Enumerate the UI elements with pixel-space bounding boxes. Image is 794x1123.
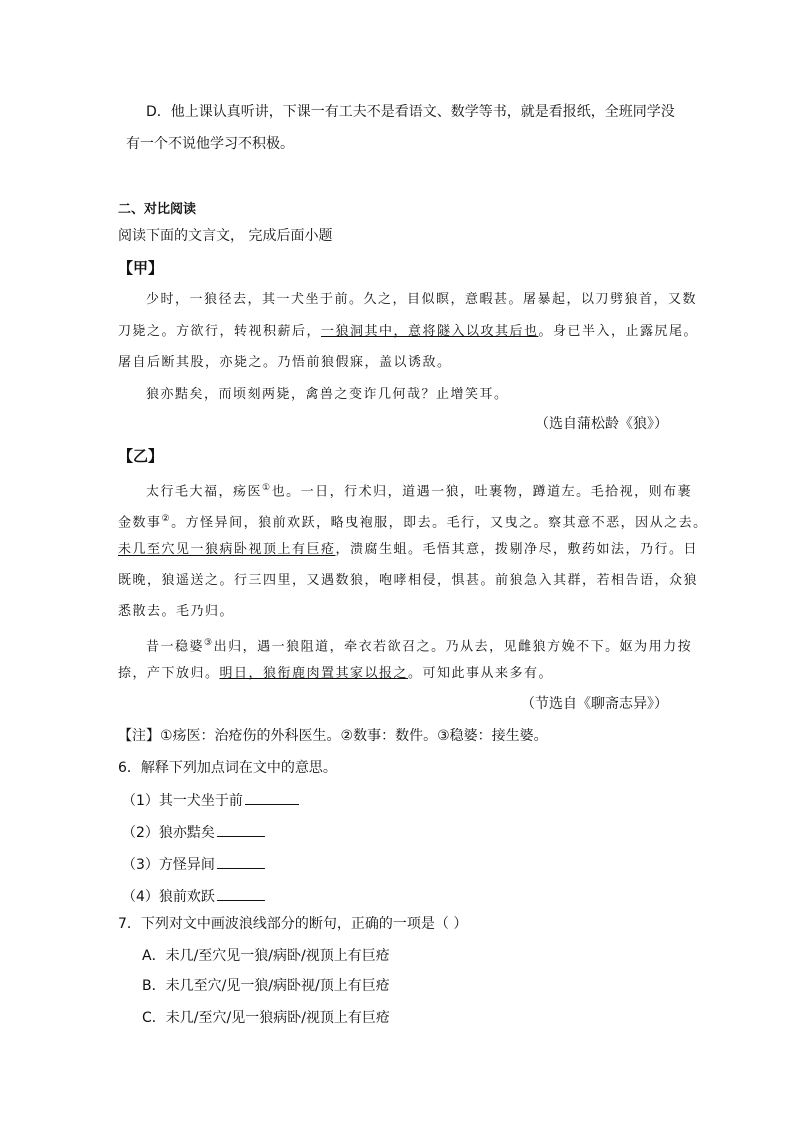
q7-option-c[interactable]: C．未几/至穴/见一狼病卧/视顶上有巨疮 (142, 1010, 390, 1026)
jia-underlined-sentence: 一狼洞其中，意将隧入以攻其后也 (321, 324, 539, 339)
jia-p1-line3: 屠自后断其股，亦毙之。乃悟前狼假寐，盖以诱敌。 (118, 355, 452, 370)
yi-p2-line1-a: 昔一稳婆 (146, 639, 205, 655)
option-d-line1: D．他上课认真听讲，下课一有工夫不是看语文、数学等书，就是看报纸，全班同学没 (146, 104, 675, 120)
section-heading: 二、对比阅读 (118, 202, 197, 217)
yi-p1-line1-b: 也。一日，行术归，道遇一狼，吐裹物，蹲道左。毛拾视，则布裹 (271, 484, 693, 500)
yi-p2-line2 (118, 664, 553, 684)
section-instruction: 阅读下面的文言文， 完成后面小题 (118, 228, 333, 244)
yi-wavy-sentence: 未几至穴见一狼病卧视顶上有巨疮 (118, 542, 336, 557)
jia-p1-line1: 少时，一狼径去，其一犬坐于前。久之，目似瞑，意暇甚。屠暴起，以刀劈狼首，又数 (146, 292, 698, 307)
yi-p2-line1-b: 出归，遇一狼阻道，牵衣若欲召之。乃从去，见雌狼方娩不下。妪为用力按 (213, 639, 693, 655)
answer-blank[interactable] (245, 790, 299, 805)
yi-p1-line1 (146, 478, 692, 502)
yi-p1-line3 (118, 540, 698, 560)
yi-p2-line1 (146, 633, 692, 657)
q6-item-3: （3）方怪异间 (122, 854, 265, 875)
yi-p1-line4: 既晚，狼遥送之。行三四里，又遇数狼，咆哮相侵，惧甚。前狼急入其群，若相告语，众狼 (118, 573, 699, 588)
yi-p2-line2-b: 。可知此事从来多有。 (408, 666, 554, 681)
option-d-line2: 有一个不说他学习不积极。 (126, 136, 294, 152)
question-6-stem: 6．解释下列加点词在文中的意思。 (118, 760, 337, 776)
yi-p2-line2-a: 捺，产下放归。 (118, 666, 220, 681)
q7-option-b[interactable]: B．未几至穴/见一狼/病卧视/顶上有巨疮 (142, 978, 390, 994)
q6-item-1: （1）其一犬坐于前 (122, 790, 299, 811)
question-7-stem: 7．下列对文中画波浪线部分的断句，正确的一项是（ ） (118, 916, 468, 932)
yi-underlined-sentence: 明日，狼衔鹿肉置其家以报之 (219, 666, 409, 681)
yi-label: 【乙】 (118, 447, 164, 465)
note-marker-1: ① (262, 483, 272, 493)
yi-p1-line2 (118, 509, 708, 533)
yi-p1-line2-a: 金数事 (118, 515, 162, 531)
note-marker-3: ③ (204, 638, 214, 648)
yi-p1-line3-b: ，溃腐生蛆。毛悟其意，拨剔净尽，敷药如法，乃行。日 (335, 542, 699, 557)
yi-p1-line2-b: 。方怪异间，狼前欢跃，略曳袍服，即去。毛行，又曳之。察其意不恶，因从之去。 (171, 515, 708, 531)
jia-p1-line2 (118, 322, 698, 342)
answer-blank[interactable] (217, 822, 265, 837)
q6-item-2: （2）狼亦黠矣 (122, 822, 265, 843)
q6-item-4: （4）狼前欢跃 (122, 886, 265, 907)
answer-blank[interactable] (217, 854, 265, 869)
annotation-note: 【注】①疡医：治疮伤的外科医生。②数事：数件。③稳婆：接生婆。 (118, 728, 548, 744)
jia-source: （选自蒲松龄《狼》） (535, 416, 668, 432)
jia-p1-line2-a: 刀毙之。方欲行，转视积薪后， (118, 324, 322, 339)
note-marker-2: ② (161, 514, 172, 524)
yi-p1-line5: 悉散去。毛乃归。 (118, 604, 235, 619)
q7-option-a[interactable]: A．未几/至穴见一狼/病卧/视顶上有巨疮 (142, 948, 390, 964)
jia-p2: 狼亦黠矣，而顷刻两毙，禽兽之变诈几何哉？止增笑耳。 (146, 387, 509, 402)
yi-source: （节选自《聊斋志异》） (521, 696, 668, 712)
jia-p1-line2-b: 。身已半入，止露尻尾。 (538, 324, 699, 339)
yi-p1-line1-a: 太行毛大福，疡医 (146, 484, 263, 500)
jia-label: 【甲】 (118, 259, 164, 277)
answer-blank[interactable] (217, 886, 265, 901)
